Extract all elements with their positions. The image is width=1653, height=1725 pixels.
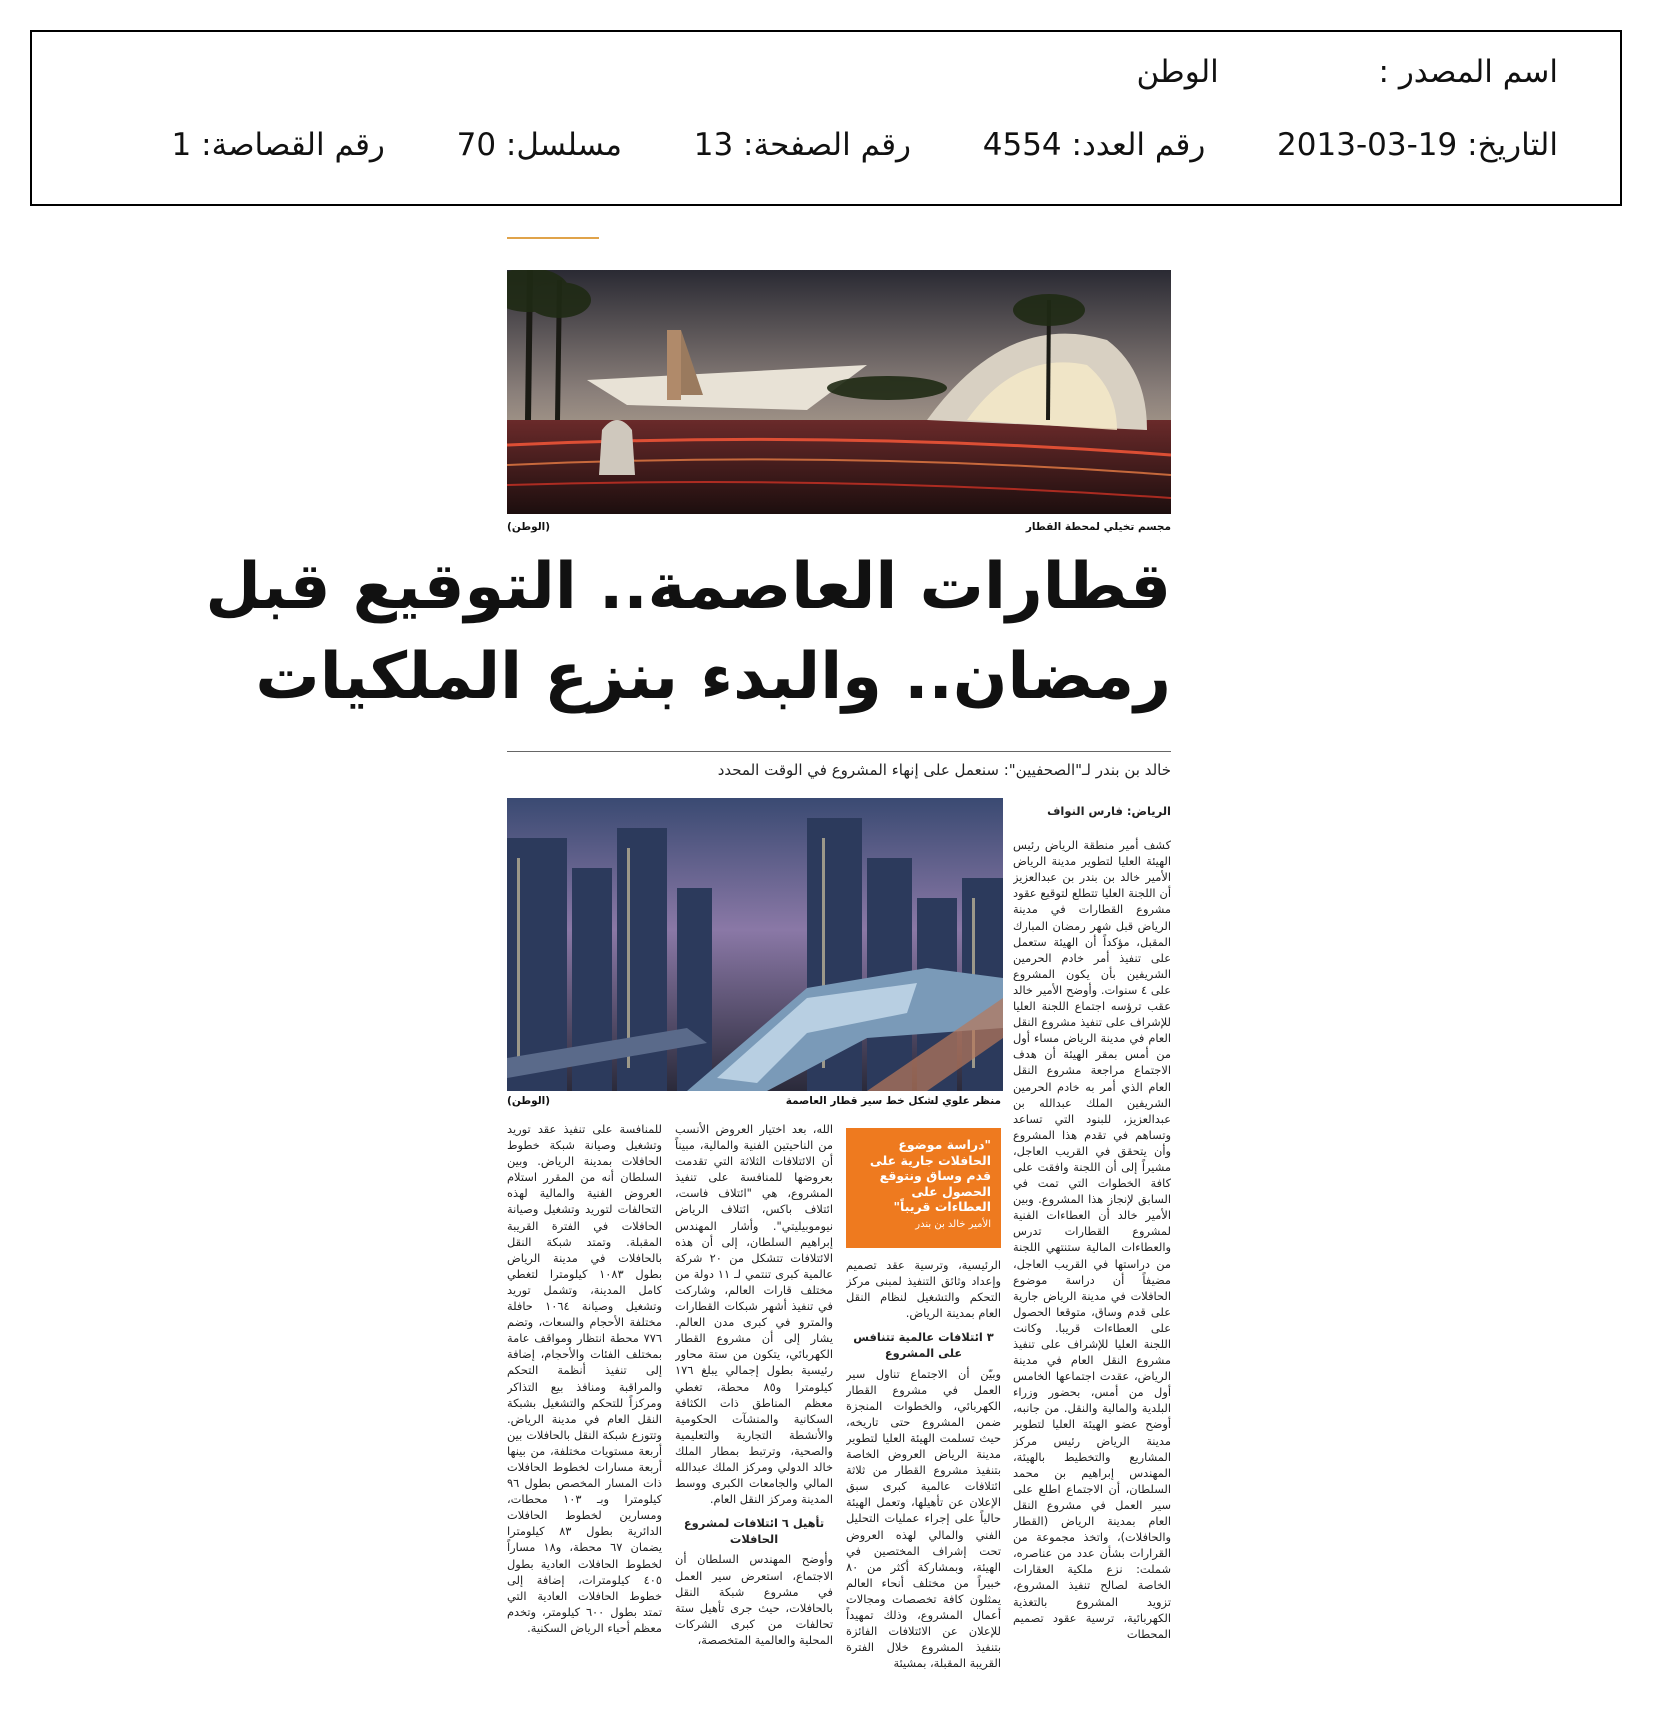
- clip-value: 1: [171, 127, 192, 163]
- article-column-3: [675, 1121, 833, 1695]
- headline-line1: قطارات العاصمة.. التوقيع قبل: [205, 550, 1171, 624]
- column-2-text: الرئيسية، وترسية عقد تصميم وإعداد وثائق التنفيذ لمبنى مركز التحكم والتشغيل لنظام النقل العام بمدينة الرياض.: [846, 1258, 1001, 1321]
- top-photo-caption: مجسم تخيلي لمحطة القطار: [1025, 521, 1171, 533]
- serial-label: مسلسل:: [505, 127, 623, 163]
- issue-value: 4554: [982, 127, 1062, 163]
- source-row: [1136, 54, 1558, 90]
- station-rendering-photo: [507, 270, 1171, 514]
- headline-rule: [507, 751, 1171, 752]
- column-2-section-heading: ٣ ائتلافات عالمية تتنافس على المشروع: [853, 1330, 994, 1361]
- pull-quote-source: الأمير خالد بن بندر: [915, 1218, 991, 1230]
- pull-quote-text: "دراسة موضوع الحافلات جارية على قدم وساق ونتوقع الحصول على العطاءات قريباً": [869, 1137, 991, 1214]
- column-4-text: للمنافسة على تنفيذ عقد توريد وتشغيل وصيانة شبكة خطوط الحافلات بمدينة الرياض. وبين السلطان أنه من المقرر استلام العروض الفنية والمالية لهذه التحالفات لتوريد وتشغيل وصيانة الحافلات في الفترة القريبة المقبلة. وتمتد شبكة النقل بالحافلات في مدينة الرياض بطول ١٠٨٣ كيلومترا لتغطي كامل المدينة، وتشمل توريد وتشغيل وصيانة ١٠٦٤ حافلة مختلفة الأحجام والسعات، وتضم ٧٧٦ محطة انتظار ومواقف عامة بمختلف الفئات والأحجام، إضافة إلى تنفيذ أنظمة التحكم والمراقبة ومنافذ بيع التذاكر ومركزاً للتحكم والتشغيل بشبكة النقل العام في مدينة الرياض. وتتوزع شبكة النقل بالحافلات بين أربعة مستويات مختلفة، من بينها أربعة مسارات لخطوط الحافلات ذات المسار المخصص بطول ٩٦ كيلومترا وبـ ١٠٣ محطات، ومسارين لخطوط الحافلات الدائرية بطول ٨٣ كيلومترا يضمان ٦٧ محطة، و١٨ مساراً لخطوط الحافلات العادية بطول ٤٠٥ كيلومترات، إضافة إلى خطوط الحافلات العادية التي تمتد بطول ٦٠٠ كيلومتر، وتخدم معظم أحياء الرياض السكنية.: [507, 1122, 662, 1635]
- aerial-photo-credit: (الوطن): [507, 1095, 551, 1107]
- clipping-metadata-box: [30, 30, 1622, 206]
- article-column-1: [1013, 803, 1171, 1695]
- headline-line2: رمضان.. والبدء بنزع الملكيات: [255, 640, 1171, 714]
- details-row: [172, 127, 1558, 163]
- top-photo-credit: (الوطن): [507, 521, 551, 533]
- article-column-4: [507, 1121, 662, 1695]
- article-column-2: [846, 1257, 1001, 1695]
- date-label: التاريخ:: [1467, 127, 1558, 163]
- column-1-text: كشف أمير منطقة الرياض رئيس الهيئة العليا لتطوير مدينة الرياض الأمير خالد بن بندر بن عبدالعزيز أن اللجنة العليا تتطلع لتوقيع عقود مشروع القطارات في مدينة الرياض قبل شهر رمضان المبارك المقبل، مؤكداً أن الهيئة ستعمل على تنفيذ أمر خادم الحرمين الشريفين بأن يكون المشروع على ٤ سنوات. وأوضح الأمير خالد عقب ترؤسه اجتماع اللجنة العليا للإشراف على تنفيذ مشروع النقل العام في مدينة الرياض مساء أول من أمس بمقر الهيئة أن هدف الاجتماع مراجعة مشروع النقل العام الذي أمر به خادم الحرمين الشريفين الملك عبدالله بن عبدالعزيز، للبنود التي تساعد وتساهم في تقدم هذا المشروع وأن يتحقق في القريب العاجل، مشيراً إلى أن اللجنة وافقت على كافة الخطوات التي تمت في السابق لإنجاز هذا المشروع. وبين الأمير خالد أن العطاءات الفنية لمشروع القطارات تدرس والعطاءات المالية ستنتهي اللجنة من دراستها في القريب العاجل، مضيفاً أن دراسة موضوع الحافلات في مدينة الرياض جارية على قدم وساق، متوقعا الحصول على العطاءات قريبا. وكانت اللجنة العليا للإشراف على تنفيذ مشروع النقل العام في مدينة الرياض، عقدت اجتماعها الخامس أول من أمس، بحضور وزراء البلدية والمالية والنقل. من جانبه، أوضح عضو الهيئة العليا لتطوير مدينة الرياض رئيس مركز المشاريع والتخطيط بالهيئة، المهندس إبراهيم بن محمد السلطان، أن الاجتماع اطلع على سير العمل في مشروع النقل العام بمدينة الرياض (القطار والحافلات)، واتخذ مجموعة من القرارات بشأن عدد من عناصره، شملت: نزع ملكية العقارات الخاصة لصالح تنفيذ المشروع، تزويد المشروع بالتغذية الكهربائية، ترسية عقود تصميم المحطات: [1013, 838, 1171, 1641]
- clip-label: رقم القصاصة:: [201, 127, 385, 163]
- page-value: 13: [693, 127, 734, 163]
- column-3-text-2: وأوضح المهندس السلطان أن الاجتماع، استعرض سير العمل في مشروع شبكة النقل بالحافلات، حيث جرى تأهيل ستة تحالفات من كبرى الشركات المحلية والعالمية المتخصصة،: [675, 1552, 833, 1647]
- newspaper-clipping: [205, 235, 1171, 1695]
- accent-line: [507, 237, 599, 239]
- aerial-train-route-photo: [507, 798, 1003, 1091]
- column-3-text: الله، بعد اختيار العروض الأنسب من الناحيتين الفنية والمالية، مبيناً أن الائتلافات الثلاثة التي تقدمت بعروضها للمنافسة على تنفيذ المشروع، هي "ائتلاف فاست، ائتلاف باكس، ائتلاف الرياض نيوموبيليتي". وأشار المهندس إبراهيم السلطان، إلى أن هذه الائتلافات تتشكل من ٢٠ شركة عالمية كبرى تنتمي لـ ١١ دولة من مختلف قارات العالم، وشاركت في تنفيذ أشهر شبكات القطارات والمترو في كبرى مدن العالم. يشار إلى أن مشروع القطار الكهربائي، يتكون من ستة محاور رئيسية بطول إجمالي يبلغ ١٧٦ كيلومترا و٨٥ محطة، تغطي معظم المناطق ذات الكثافة السكانية والمنشآت الحكومية والأنشطة التجارية والتعليمية والصحية، وترتبط بمطار الملك خالد الدولي ومركز الملك عبدالله المالي والجامعات الكبرى ووسط المدينة ومركز النقل العام.: [675, 1122, 833, 1507]
- pull-quote-box: [846, 1128, 1001, 1248]
- page-label: رقم الصفحة:: [743, 127, 912, 163]
- date-value: 2013-03-19: [1277, 127, 1458, 163]
- byline: الرياض: فارس النواف: [1047, 804, 1171, 818]
- subheadline: خالد بن بندر لـ"الصحفيين": سنعمل على إنهاء المشروع في الوقت المحدد: [717, 761, 1171, 779]
- column-2-text-2: وبيّن أن الاجتماع تناول سير العمل في مشروع القطار الكهربائي، والخطوات المنجزة ضمن المشروع حتى تاريخه، حيث تسلمت الهيئة العليا لتطوير مدينة الرياض العروض الخاصة بتنفيذ مشروع القطار من ثلاثة ائتلافات عالمية كبرى سبق الإعلان عن تأهيلها، وتعمل الهيئة حالياً على إجراء عمليات التحليل الفني والمالي لهذه العروض تحت إشراف المختصين في الهيئة، وبمشاركة أكثر من ٨٠ خبيراً من مختلف أنحاء العالم يمثلون كافة تخصصات ومجالات أعمال المشروع، وذلك تمهيداً للإعلان عن الائتلافات الفائزة بتنفيذ المشروع خلال الفترة القريبة المقبلة، بمشيئة: [846, 1366, 1001, 1671]
- source-value: الوطن: [1136, 54, 1219, 90]
- serial-value: 70: [456, 127, 497, 163]
- aerial-photo-caption: منظر علوي لشكل خط سير قطار العاصمة: [785, 1095, 1001, 1107]
- issue-label: رقم العدد:: [1071, 127, 1206, 163]
- column-3-section-heading: تأهيل ٦ ائتلافات لمشروع الحافلات: [683, 1516, 825, 1547]
- source-label: اسم المصدر :: [1378, 54, 1558, 90]
